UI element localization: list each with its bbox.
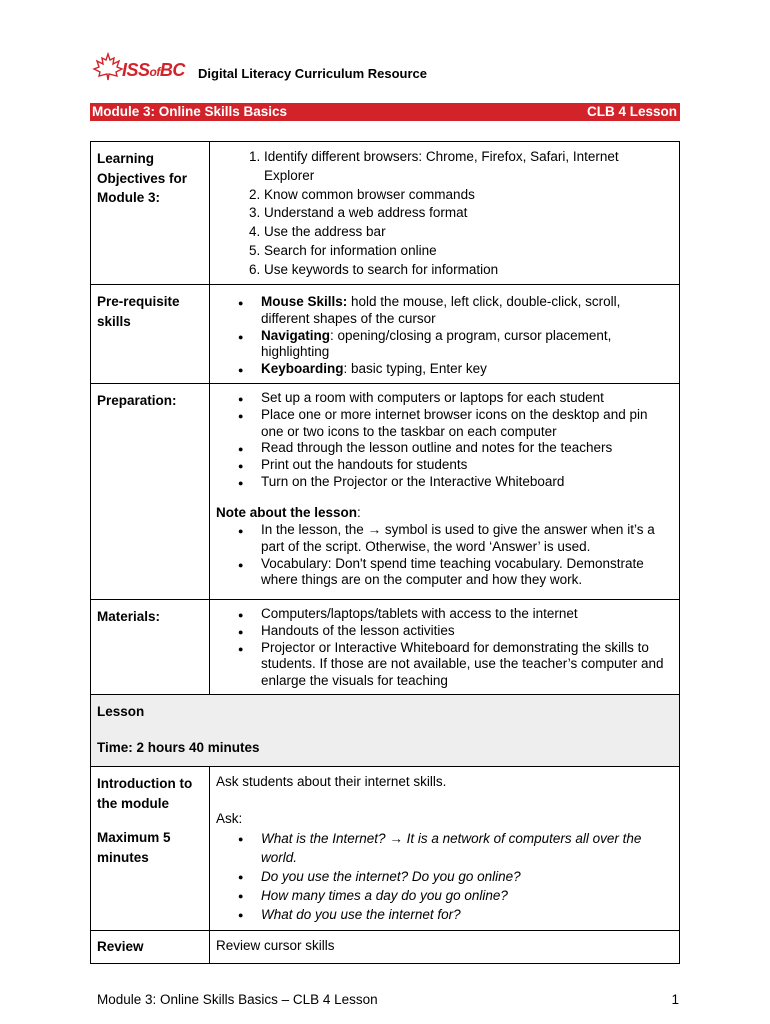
list-item: 3. Understand a web address format <box>264 204 664 223</box>
list-item: ● Place one or more internet browser icons on the desktop and pin one or two icons to the taskbar on each computer <box>261 407 670 441</box>
objectives-list <box>216 148 664 280</box>
note-heading: Note about the lesson: <box>216 505 361 520</box>
question-list <box>210 829 655 924</box>
list-item: ● What is the Internet? → It is a network of computers all over the world. <box>261 829 655 867</box>
footer-text: Module 3: Online Skills Basics – CLB 4 Lesson <box>97 992 378 1007</box>
lesson-row <box>90 694 680 766</box>
intro-row <box>90 766 680 930</box>
list-item: 6. Use keywords to search for information <box>264 261 664 280</box>
materials-list <box>210 606 665 690</box>
list-item: ● What do you use the internet for? <box>261 905 655 924</box>
module-title: Module 3: Online Skills Basics <box>92 104 288 119</box>
list-item: ● How many times a day do you go online? <box>261 886 655 905</box>
intro-duration: Maximum 5 minutes <box>97 830 171 865</box>
materials-label: Materials: <box>97 609 161 624</box>
prereq-row <box>90 284 680 383</box>
list-item: ● In the lesson, the → symbol is used to give the answer when it’s a part of the script. Otherwise, the word ‘Answer’ is used. <box>261 522 672 556</box>
issofbc-logo <box>92 52 184 84</box>
list-item: ● Handouts of the lesson activities <box>261 623 665 640</box>
objectives-label: Learning Objectives for Module 3: <box>97 151 188 205</box>
list-item: ● Computers/laptops/tablets with access to the internet <box>261 606 665 623</box>
intro-text: Ask students about their internet skills. <box>216 774 447 789</box>
review-row <box>90 930 680 964</box>
preparation-label: Preparation: <box>97 393 177 408</box>
intro-label: Introduction to the module <box>97 776 193 811</box>
materials-row <box>90 599 680 694</box>
review-text: Review cursor skills <box>216 938 335 953</box>
list-item: 5. Search for information online <box>264 242 664 261</box>
maple-leaf-icon <box>92 52 124 82</box>
list-item: 1. Identify different browsers: Chrome, Firefox, Safari, Internet Explorer <box>264 148 664 186</box>
prereq-label: Pre-requisite skills <box>97 294 180 329</box>
objectives-row <box>90 141 680 284</box>
ask-label: Ask: <box>216 811 243 826</box>
list-item: ● Keyboarding: basic typing, Enter key <box>261 361 670 378</box>
logo-wordmark: ISSofBC <box>122 60 185 80</box>
document-title: Digital Literacy Curriculum Resource <box>198 66 428 81</box>
list-item: ● Read through the lesson outline and notes for the teachers <box>261 440 670 457</box>
list-item: ● Turn on the Projector or the Interactive Whiteboard <box>261 474 670 491</box>
list-item: ● Projector or Interactive Whiteboard for demonstrating the skills to students. If those are not available, use the teacher’s computer and enlarge the visuals for teaching <box>261 640 665 690</box>
list-item: 4. Use the address bar <box>264 223 664 242</box>
list-item: 2. Know common browser commands <box>264 186 664 205</box>
list-item: ● Mouse Skills: hold the mouse, left click, double-click, scroll, different shapes of the cursor <box>261 294 670 328</box>
preparation-row <box>90 383 680 599</box>
list-item: ● Print out the handouts for students <box>261 457 670 474</box>
document-header <box>92 52 692 92</box>
list-item: ● Vocabulary: Don't spend time teaching vocabulary. Demonstrate where things are on the computer and how they work. <box>261 556 672 590</box>
preparation-list <box>210 390 670 491</box>
prereq-list <box>210 294 670 378</box>
lesson-title: Lesson <box>97 704 145 719</box>
lesson-level: CLB 4 Lesson <box>586 104 677 119</box>
module-bar <box>90 103 680 121</box>
page-number: 1 <box>671 992 679 1007</box>
list-item: ● Do you use the internet? Do you go online? <box>261 867 655 886</box>
lesson-time: Time: 2 hours 40 minutes <box>97 740 260 755</box>
note-list <box>210 522 672 589</box>
review-label: Review <box>97 939 144 954</box>
list-item: ● Set up a room with computers or laptops for each student <box>261 390 670 407</box>
list-item: ● Navigating: opening/closing a program, cursor placement, highlighting <box>261 328 670 362</box>
